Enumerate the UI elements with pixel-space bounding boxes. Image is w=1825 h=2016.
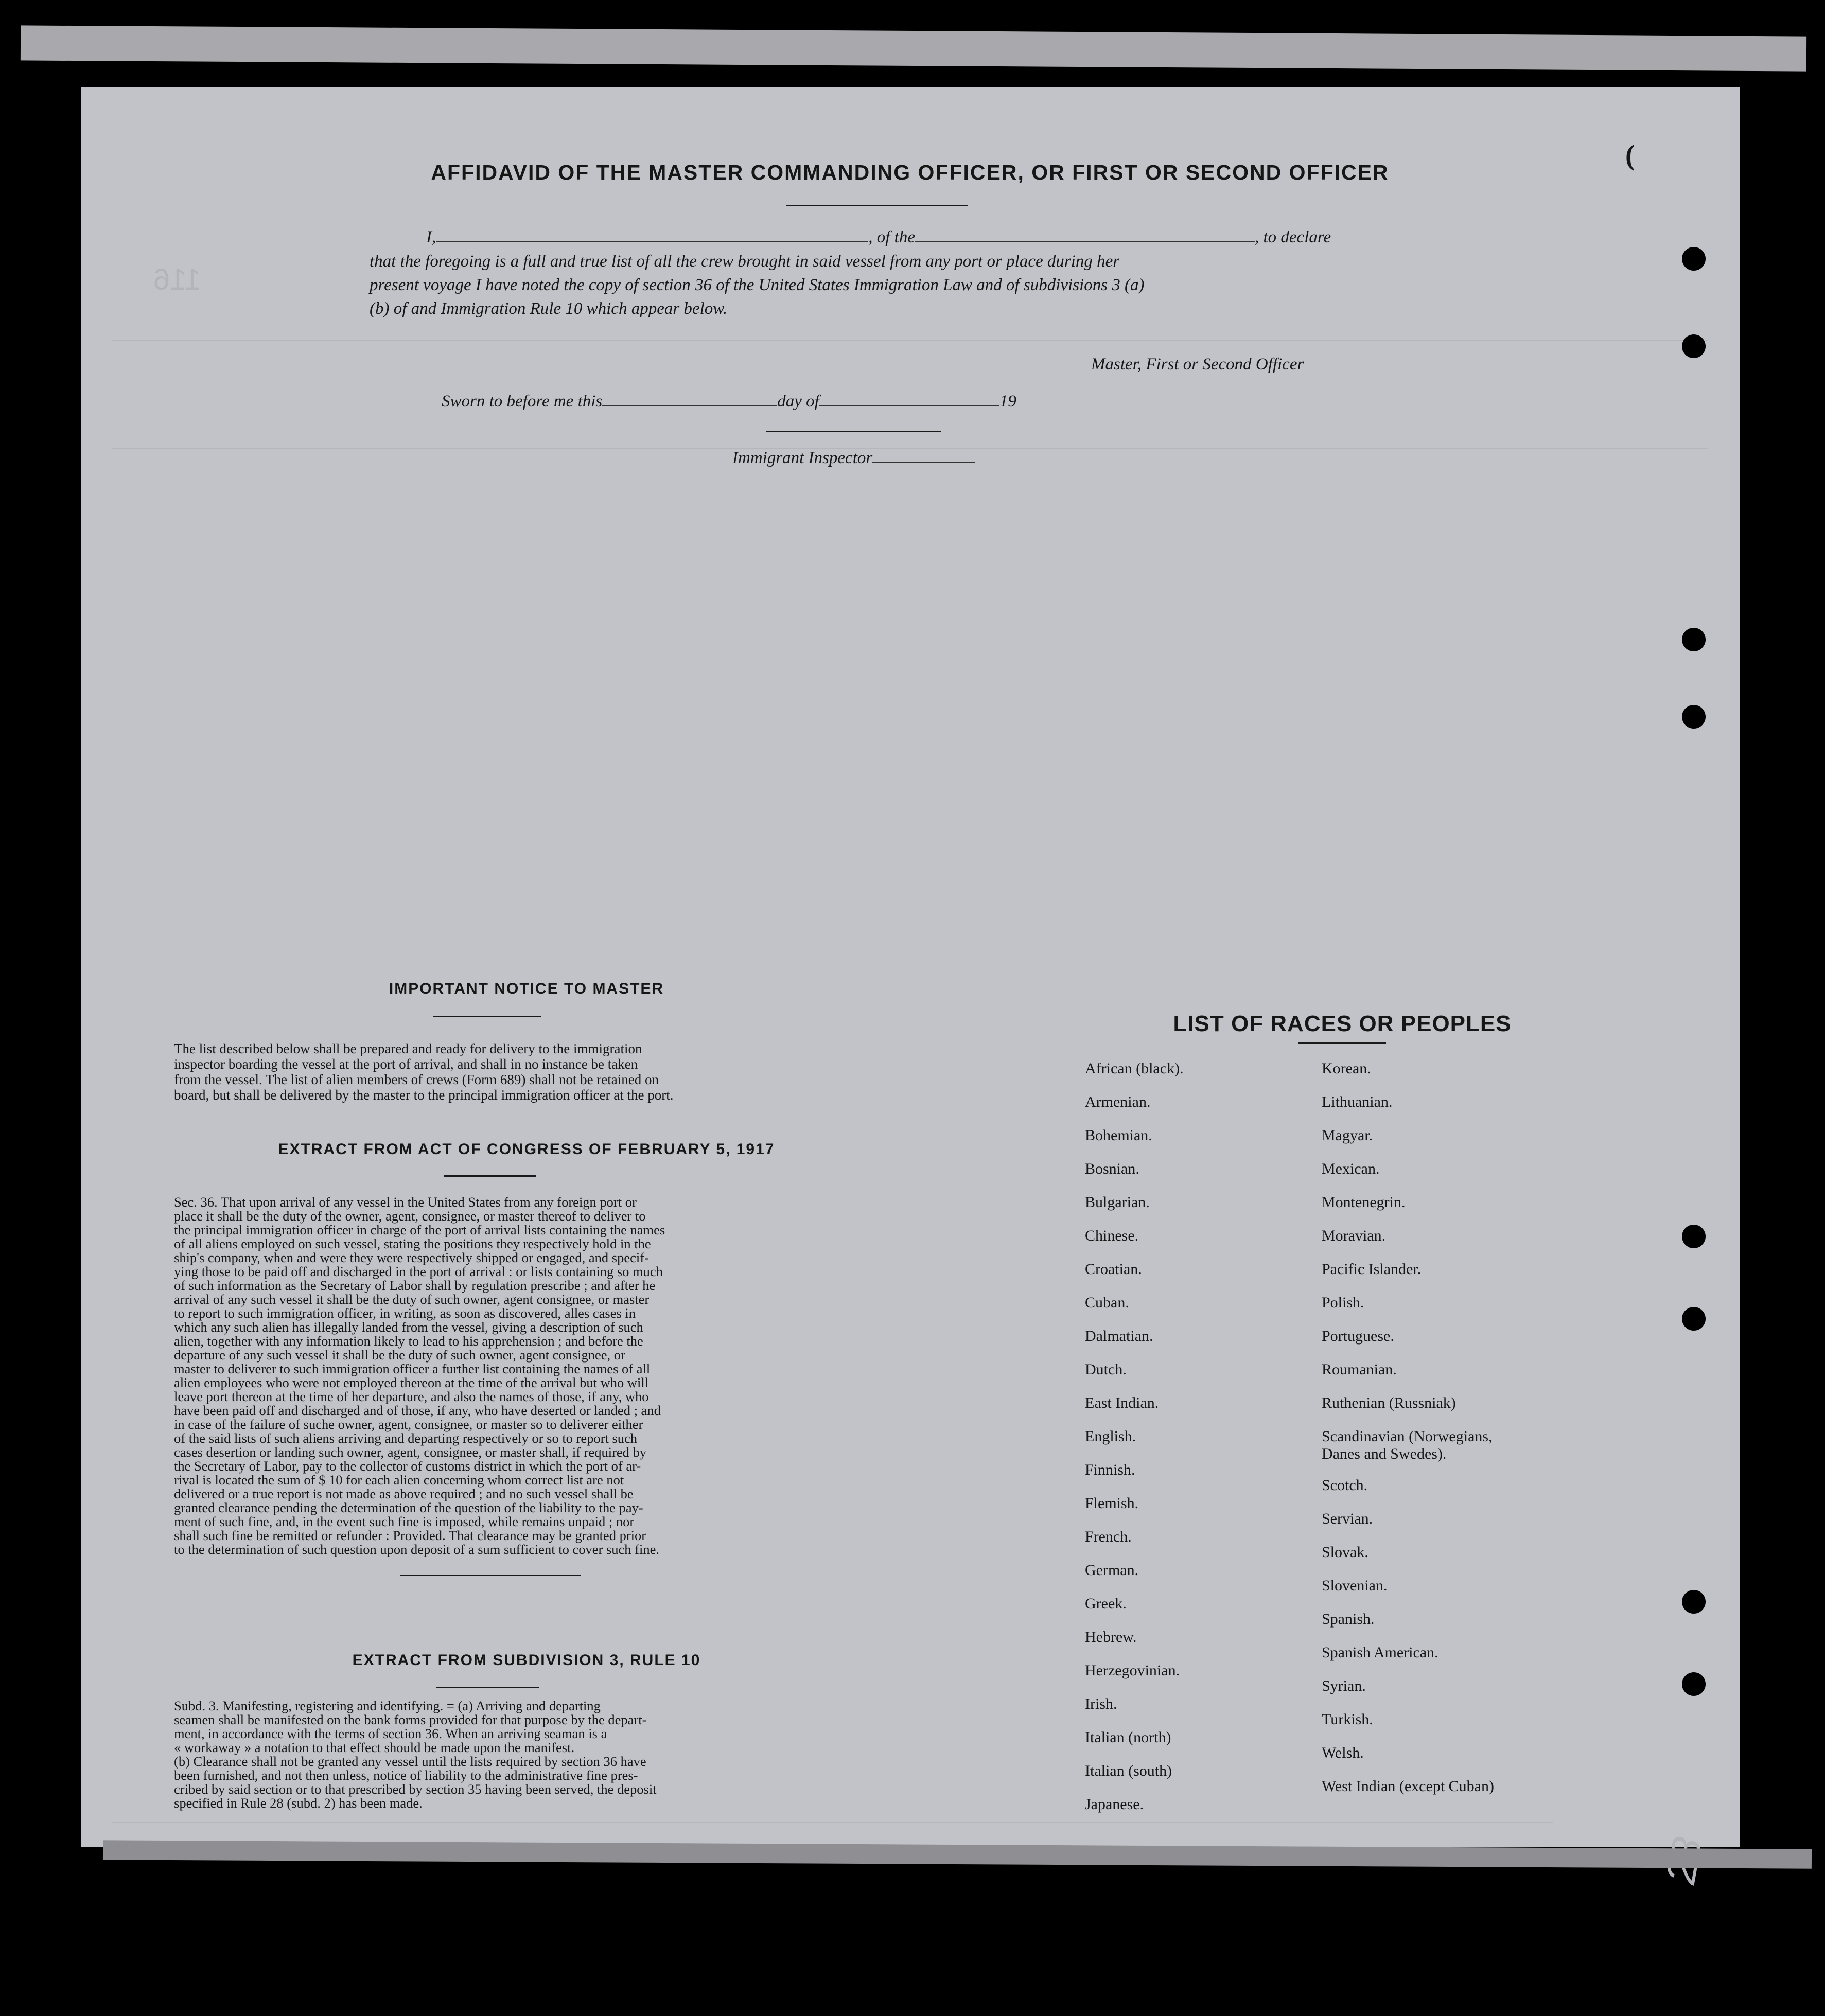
race-left-item: Herzegovinian.: [1085, 1662, 1180, 1679]
declaration-line: (b) of and Immigration Rule 10 which appear below.: [370, 299, 728, 318]
race-left-item: French.: [1085, 1528, 1132, 1545]
act-line: which any such alien has illegally landed from the vessel, giving a description of such: [174, 1319, 643, 1335]
race-right-item: Spanish.: [1322, 1611, 1375, 1628]
sworn-line: [442, 392, 1016, 411]
year-prefix: 19: [999, 392, 1016, 411]
act-line: Sec. 36. That upon arrival of any vessel in the United States from any foreign port or: [174, 1194, 637, 1210]
race-right-item: Mexican.: [1322, 1160, 1380, 1177]
binder-hole: [1682, 334, 1706, 358]
race-left-item: East Indian.: [1085, 1394, 1159, 1411]
race-right-item: Spanish American.: [1322, 1644, 1438, 1661]
race-left-item: Bulgarian.: [1085, 1194, 1150, 1211]
corner-mark: (: [1625, 139, 1635, 171]
act-line: arrival of any such vessel it shall be the duty of such owner, agent consignee, or master: [174, 1292, 650, 1307]
race-right-item: Portuguese.: [1322, 1328, 1394, 1345]
race-left-item: Croatian.: [1085, 1261, 1142, 1278]
bleed-through-rule: [112, 1822, 1553, 1823]
act-extract-heading-rule: [444, 1175, 536, 1177]
race-right-item: Slovak.: [1322, 1544, 1368, 1561]
race-right-item: Ruthenian (Russniak): [1322, 1394, 1456, 1411]
act-line: ment of such fine, and, in the event such fine is imposed, while remains unpaid ; nor: [174, 1514, 635, 1529]
bleed-through-rule: [112, 340, 1708, 341]
vessel-blank: [915, 241, 1255, 242]
declaration-first-line: [426, 228, 1331, 247]
rule-line: been furnished, and not then unless, notice of liability to the administrative fine pres-: [174, 1767, 638, 1783]
notice-heading: IMPORTANT NOTICE TO MASTER: [389, 980, 664, 997]
inspector-blank: [872, 462, 975, 463]
race-left-item: Finnish.: [1085, 1461, 1135, 1478]
act-line: master to deliverer to such immigration officer a further list containing the names of all: [174, 1361, 651, 1376]
race-right-item: Magyar.: [1322, 1127, 1373, 1144]
races-heading: LIST OF RACES OR PEOPLES: [1173, 1011, 1512, 1036]
race-left-item: Bosnian.: [1085, 1160, 1139, 1177]
declaration-line: present voyage I have noted the copy of section 36 of the United States Immigration Law and of subdivisions 3 (a): [370, 276, 1145, 294]
affidavit-heading: AFFIDAVID OF THE MASTER COMMANDING OFFICER, OR FIRST OR SECOND OFFICER: [431, 161, 1389, 184]
race-left-item: Dalmatian.: [1085, 1328, 1153, 1345]
act-line: delivered or a true report is not made as above required ; and no such vessel shall be: [174, 1486, 634, 1501]
act-line: granted clearance pending the determination of the question of the liability to the pay-: [174, 1500, 643, 1515]
rule-line: cribed by said section or to that prescribed by section 35 having been served, the deposit: [174, 1781, 657, 1797]
rule-line: specified in Rule 28 (subd. 2) has been made.: [174, 1795, 423, 1811]
name-blank: [436, 241, 868, 242]
inspector-label: Immigrant Inspector: [732, 449, 873, 467]
rule-line: (b) Clearance shall not be granted any vessel until the lists required by section 36 have: [174, 1754, 646, 1769]
act-line: leave port thereon at the time of her departure, and also the names of those, if any, who: [174, 1389, 649, 1404]
race-right-item: Korean.: [1322, 1060, 1371, 1077]
rule-extract-paragraph: [174, 1699, 884, 1810]
month-blank: [819, 405, 999, 406]
act-line: have been paid off and discharged and of those, if any, who have deserted or landed ; and: [174, 1403, 661, 1418]
rule-line: seamen shall be manifested on the bank forms provided for that purpose by the depart-: [174, 1712, 647, 1727]
day-of-label: day of: [777, 392, 819, 411]
declaration-start: I,: [426, 228, 436, 246]
document-page: [81, 87, 1740, 1847]
race-right-item: Scotch.: [1322, 1477, 1368, 1494]
race-left-item: Japanese.: [1085, 1796, 1144, 1813]
sworn-prefix: Sworn to before me this: [442, 392, 603, 411]
race-left-item: Greek.: [1085, 1595, 1127, 1612]
race-right-item: Moravian.: [1322, 1227, 1386, 1244]
of-the-label: , of the: [868, 228, 915, 246]
race-right-item: Syrian.: [1322, 1677, 1366, 1694]
race-left-item: African (black).: [1085, 1060, 1184, 1077]
act-line: alien, together with any information likely to lead to his apprehension ; and before the: [174, 1333, 643, 1349]
race-left-item: Italian (north): [1085, 1729, 1171, 1746]
act-line: ying those to be paid off and discharged in the port of arrival : or lists containing so much: [174, 1264, 663, 1279]
to-declare-label: , to declare: [1254, 228, 1331, 246]
act-line: the Secretary of Labor, pay to the collector of customs district in which the port of ar-: [174, 1458, 641, 1474]
race-right-item: Servian.: [1322, 1510, 1373, 1527]
day-blank: [602, 405, 777, 406]
act-extract-end-rule: [400, 1575, 581, 1576]
act-line: in case of the failure of suche owner, agent, consignee, or master so to deliverer either: [174, 1417, 643, 1432]
scanner-top-strip: [21, 25, 1806, 71]
race-right-item: Pacific Islander.: [1322, 1261, 1422, 1278]
rule-extract-heading-rule: [436, 1687, 539, 1688]
notice-heading-rule: [433, 1016, 541, 1017]
race-right-item: Lithuanian.: [1322, 1093, 1393, 1110]
bleed-through-number: 116: [153, 263, 201, 296]
act-line: ship's company, when and were they were respectively shipped or engaged, and specif-: [174, 1250, 649, 1265]
signature-label: Master, First or Second Officer: [1091, 355, 1304, 374]
binder-hole: [1682, 705, 1706, 729]
notice-line: inspector boarding the vessel at the port of arrival, and shall in no instance be taken: [174, 1056, 638, 1072]
inspector-line: [732, 449, 975, 468]
race-right-item: Scandinavian (Norwegians, Danes and Swedes).: [1322, 1428, 1493, 1462]
act-line: to the determination of such question upon deposit of a sum sufficient to cover such fine.: [174, 1542, 660, 1557]
race-left-item: German.: [1085, 1562, 1139, 1579]
notice-line: The list described below shall be prepared and ready for delivery to the immigration: [174, 1041, 642, 1056]
act-line: of all aliens employed on such vessel, stating the positions they respectively hold in the: [174, 1236, 651, 1251]
rule-line: ment, in accordance with the terms of section 36. When an arriving seaman is a: [174, 1726, 607, 1741]
race-right-item: Welsh.: [1322, 1744, 1364, 1761]
act-line: rival is located the sum of $ 10 for each alien concerning whom correct list are not: [174, 1472, 624, 1488]
notice-paragraph: [174, 1041, 879, 1103]
act-extract-paragraph: [174, 1195, 884, 1557]
rule-line: « workaway » a notation to that effect should be made upon the manifest.: [174, 1740, 575, 1755]
notice-line: board, but shall be delivered by the master to the principal immigration officer at the port.: [174, 1087, 674, 1103]
race-right-item: Polish.: [1322, 1294, 1364, 1311]
race-left-item: Armenian.: [1085, 1093, 1151, 1110]
race-right-item: Roumanian.: [1322, 1361, 1397, 1378]
binder-hole: [1682, 628, 1706, 651]
race-left-item: Hebrew.: [1085, 1629, 1137, 1646]
rule-extract-heading: EXTRACT FROM SUBDIVISION 3, RULE 10: [352, 1652, 701, 1669]
race-right-item: Turkish.: [1322, 1711, 1373, 1728]
act-extract-heading: EXTRACT FROM ACT OF CONGRESS OF FEBRUARY 5, 1917: [278, 1141, 775, 1158]
race-left-item: Irish.: [1085, 1695, 1117, 1712]
race-right-item: Montenegrin.: [1322, 1194, 1406, 1211]
act-line: place it shall be the duty of the owner, agent, consignee, or master thereof to deliver to: [174, 1208, 646, 1224]
rule-line: Subd. 3. Manifesting, registering and identifying. = (a) Arriving and departing: [174, 1698, 601, 1713]
race-left-item: English.: [1085, 1428, 1136, 1445]
binder-hole: [1682, 1672, 1706, 1696]
notice-line: from the vessel. The list of alien members of crews (Form 689) shall not be retained on: [174, 1072, 659, 1087]
binder-hole: [1682, 1307, 1706, 1331]
race-right-item: West Indian (except Cuban): [1322, 1778, 1494, 1795]
act-line: the principal immigration officer in charge of the port of arrival lists containing the names: [174, 1222, 665, 1237]
sworn-underline: [766, 431, 941, 432]
race-left-item: Dutch.: [1085, 1361, 1127, 1378]
binder-hole: [1682, 247, 1706, 271]
race-left-item: Chinese.: [1085, 1227, 1139, 1244]
act-line: of the said lists of such aliens arriving and departing respectively or so to report such: [174, 1430, 638, 1446]
binder-hole: [1682, 1225, 1706, 1248]
act-line: shall such fine be remitted or refunder : Provided. That clearance may be granted prior: [174, 1528, 646, 1543]
act-line: cases desertion or landing such owner, agent, consignee, or master shall, if required by: [174, 1444, 647, 1460]
act-line: to report to such immigration officer, in writing, as soon as discovered, alles cases in: [174, 1305, 636, 1321]
race-left-item: Cuban.: [1085, 1294, 1129, 1311]
race-right-item: Slovenian.: [1322, 1577, 1388, 1594]
race-left-item: Bohemian.: [1085, 1127, 1152, 1144]
race-left-item: Flemish.: [1085, 1495, 1139, 1512]
binder-hole: [1682, 1590, 1706, 1614]
act-line: of such information as the Secretary of Labor shall by regulation prescribe ; and after he: [174, 1278, 656, 1293]
act-line: departure of any such vessel it shall be the duty of such owner, agent consignee, or: [174, 1347, 625, 1363]
race-left-item: Italian (south): [1085, 1762, 1172, 1779]
races-heading-rule: [1298, 1042, 1386, 1044]
act-line: alien employees who were not employed thereon at the time of the arrival but who will: [174, 1375, 649, 1390]
affidavit-heading-rule: [786, 205, 968, 206]
declaration-line: that the foregoing is a full and true list of all the crew brought in said vessel from any port or place during her: [370, 252, 1120, 271]
